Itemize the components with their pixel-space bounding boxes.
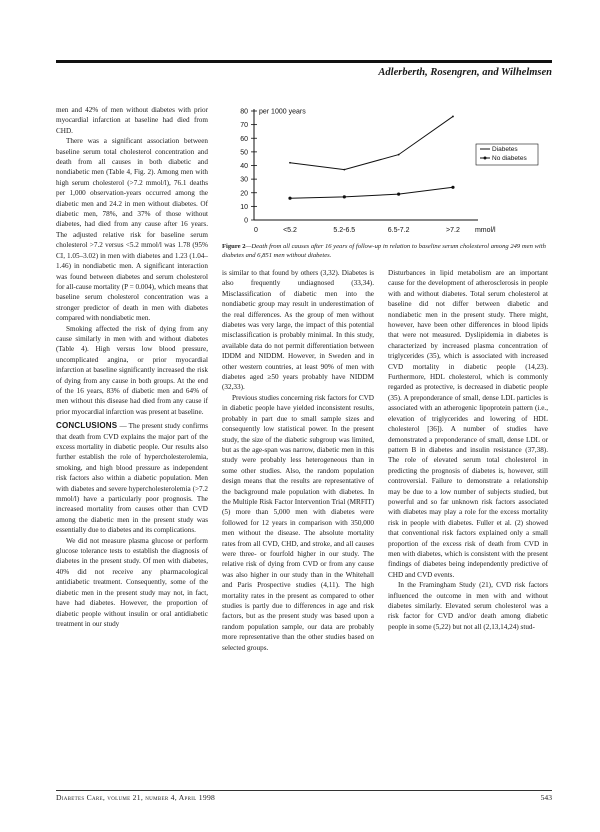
journal-citation: Diabetes Care, volume 21, number 4, April 1998	[56, 793, 216, 802]
series-line-no-diabetes	[290, 187, 453, 198]
x-tick-label: >7.2	[446, 227, 460, 234]
page-footer	[56, 790, 552, 802]
y-tick-label: 70	[240, 122, 248, 130]
paragraph: is similar to that found by others (3,32). Diabetes is also frequently undiagnosed (33,34). Misclassification of diabetic men into the nondiabetic group may result in underestimation of the real differences. As the group of men without diabetes was very large, the impact of this potential misclassification is probably minimal. In this study, available data do not permit differentiation between IDDM and NIDDM. However, in Sweden and in other western countries, at least 90% of men with diabetes aged ≥50 years probably have NIDDM (32,33).	[222, 269, 374, 392]
column-1	[56, 105, 208, 629]
y-axis-label: per 1000 years	[259, 108, 306, 116]
page-number: 543	[540, 793, 552, 802]
paragraph: Previous studies concerning risk factors for CVD in diabetic people have yielded inconsistent results, probably in part due to small sample sizes and consequently low statistical power. In the present study, the size of the diabetic subgroup was limited, but as the age-span was narrow, diabetic men in this study were probably less heterogeneous than in some other studies. Also, the random population design means that the results are representative of the background male population with diabetes. In the Multiple Risk Factor Intervention Trial (MRFIT) (5) more than 5,000 men with diabetes were followed for 12 years in comparison with 350,000 men without the disease. The absolute mortality rates from all CVD, CHD, and stroke, and all causes were three- or fourfold higher in our study. The relative risk of dying from CVD or from any cause was also higher in our study than in the Whitehall and Paris Prospective studies (4,11). The high mortality rates in the present as compared to other studies is partly due to differences in age and risk factors, but as the present study was based upon a random population sample, our data are probably more representative than the other studies based on selected groups.	[222, 393, 374, 652]
x-tick-label: <5.2	[283, 227, 297, 234]
line-chart	[228, 103, 548, 243]
x-tick-label: 6.5-7.2	[387, 227, 410, 234]
data-point	[452, 116, 454, 118]
data-point	[343, 195, 346, 198]
legend-marker	[484, 157, 487, 160]
x-axis-label: mmol/l	[474, 227, 496, 234]
figure-2-chart	[228, 103, 548, 243]
x-origin-label: 0	[254, 227, 258, 234]
y-tick-label: 20	[240, 190, 248, 198]
x-tick-label: 5.2-6.5	[333, 227, 356, 234]
paragraph: men and 42% of men without diabetes with prior myocardial infarction at baseline had died from CHD.	[56, 106, 208, 135]
data-point	[343, 169, 345, 171]
y-tick-label: 30	[240, 176, 248, 184]
data-point	[288, 197, 291, 200]
section-heading-conclusions: CONCLUSIONS	[56, 421, 118, 431]
paragraph: We did not measure plasma glucose or perform glucose tolerance tests to establish the diagnosis of diabetes in the present study. Of men with diabetes, 40% did not receive any pharmacological antidiabetic treatment. Consequently, some of the diabetic men in the present study may not, in fact, have had diabetes. However, the proportion of diabetic people without insulin or oral antidiabetic treatment in our study	[56, 536, 208, 628]
y-tick-label: 50	[240, 149, 248, 157]
data-point	[289, 162, 291, 164]
header-rule	[56, 60, 552, 63]
column-3	[388, 268, 548, 632]
y-tick-label: 10	[240, 203, 248, 211]
series-line-diabetes	[290, 116, 453, 169]
data-point	[397, 193, 400, 196]
y-tick-label: 0	[244, 217, 248, 225]
y-tick-label: 60	[240, 135, 248, 143]
paragraph: There was a significant association between baseline serum total cholesterol concentration and death from all causes in both diabetic and nondiabetic men (Table 4, Fig. 2). Among men with high serum cholesterol (>7.2 mmol/l), 76.1 deaths per 1,000 observation-years occurred among the diabetic men and 24.2 in men without diabetes. Of diabetic men, 78%, and 37% of those without diabetes, had died from any cause after 16 years. The adjusted relative risk for baseline serum cholesterol >7.2 versus <5.2 mmol/l was 1.78 (95% CI, 1.05–3.02) in men with diabetes and 1.23 (1.04–1.46) in nondiabetic men. A significant interaction was found between diabetes and serum cholesterol for all-cause mortality (P = 0.004), which means that baseline serum cholesterol concentration was a stronger predictor of death in men with diabetes compared with nondiabetic men.	[56, 137, 208, 323]
caption-label: Figure 2	[222, 243, 246, 250]
conclusions-paragraph	[56, 421, 208, 535]
figure-caption	[222, 242, 548, 260]
data-point	[398, 154, 400, 156]
data-point	[451, 186, 454, 189]
y-tick-label: 80	[240, 108, 248, 116]
running-header-authors: Adlerberth, Rosengren, and Wilhelmsen	[378, 67, 552, 78]
paragraph: Disturbances in lipid metabolism are an important cause for the development of atherosclerosis in people with and without diabetes. Total serum cholesterol at baseline did not differ between diabetic and nondiabetic men in the present study. There might, however, have been other differences in blood lipids that were not measured. Dyslipidemia in diabetes is characterized by increased plasma concentration of triglycerides (35), which is associated with increased CVD mortality in diabetic people (14,23). Furthermore, HDL cholesterol, which is commonly regarded as protective, is decreased in diabetic people (35). A preponderance of small, dense LDL particles is associated with an atherogenic lipoprotein pattern (i.e., elevation of triglycerides and lowering of HDL cholesterol [36]). A number of studies have demonstrated a preponderance of small, dense LDL or pattern B in diabetes and insulin resistance (37,38). The role of elevated serum total cholesterol in predicting the prognosis of diabetes is, however, still controversial. Failure to demonstrate a relationship may be due to a low number of subjects studied, but powerful and so far unknown risk factors associated with diabetes may play a role for the excess mortality risk in people with diabetes. Fuller et al. (2) showed that conventional risk factors explained only a small proportion of the excess risk of death from CVD in men with diabetes, which is consistent with the present findings of diabetes being independently predictive of CHD and CVD events.	[388, 269, 548, 579]
y-tick-label: 40	[240, 163, 248, 170]
legend-label: Diabetes	[492, 146, 518, 153]
paragraph-text: — The present study confirms that death from CVD explains the major part of the excess mortality in diabetic people. Our results also further establish the role of hypercholesterolemia, smoking, and high blood pressure as independent risk factors also within a diabetic population. Men with diabetes and severe hypercholesterolemia (>7.2 mmol/l) have a particularly poor prognosis. The increased mortality from causes other than CVD among the diabetic men in the present study was essentially due to diabetes and its complications.	[56, 422, 208, 535]
legend-label: No diabetes	[492, 155, 527, 162]
paragraph: Smoking affected the risk of dying from any cause similarly in men with and without diabetes (Table 4). High versus low blood pressure, uncomplicated angina, or prior myocardial infarction at baseline significantly increased the risk of dying from any cause in both groups. At the end of the 16 years, 83% of diabetic men and 64% of men without this disease had died from any cause if prior myocardial infarction was present at baseline.	[56, 324, 208, 416]
caption-text: —Death from all causes after 16 years of follow-up in relation to baseline serum cholesterol among 249 men with diabetes and 6,851 men without diabetes.	[222, 243, 546, 259]
paragraph: In the Framingham Study (21), CVD risk factors influenced the outcome in men with and without diabetes similarly. Elevated serum cholesterol was a risk factor for CVD and/or death among diabetic people in some (5,22) but not all (2,13,14,24) stud-	[388, 581, 548, 631]
column-2	[222, 268, 374, 653]
